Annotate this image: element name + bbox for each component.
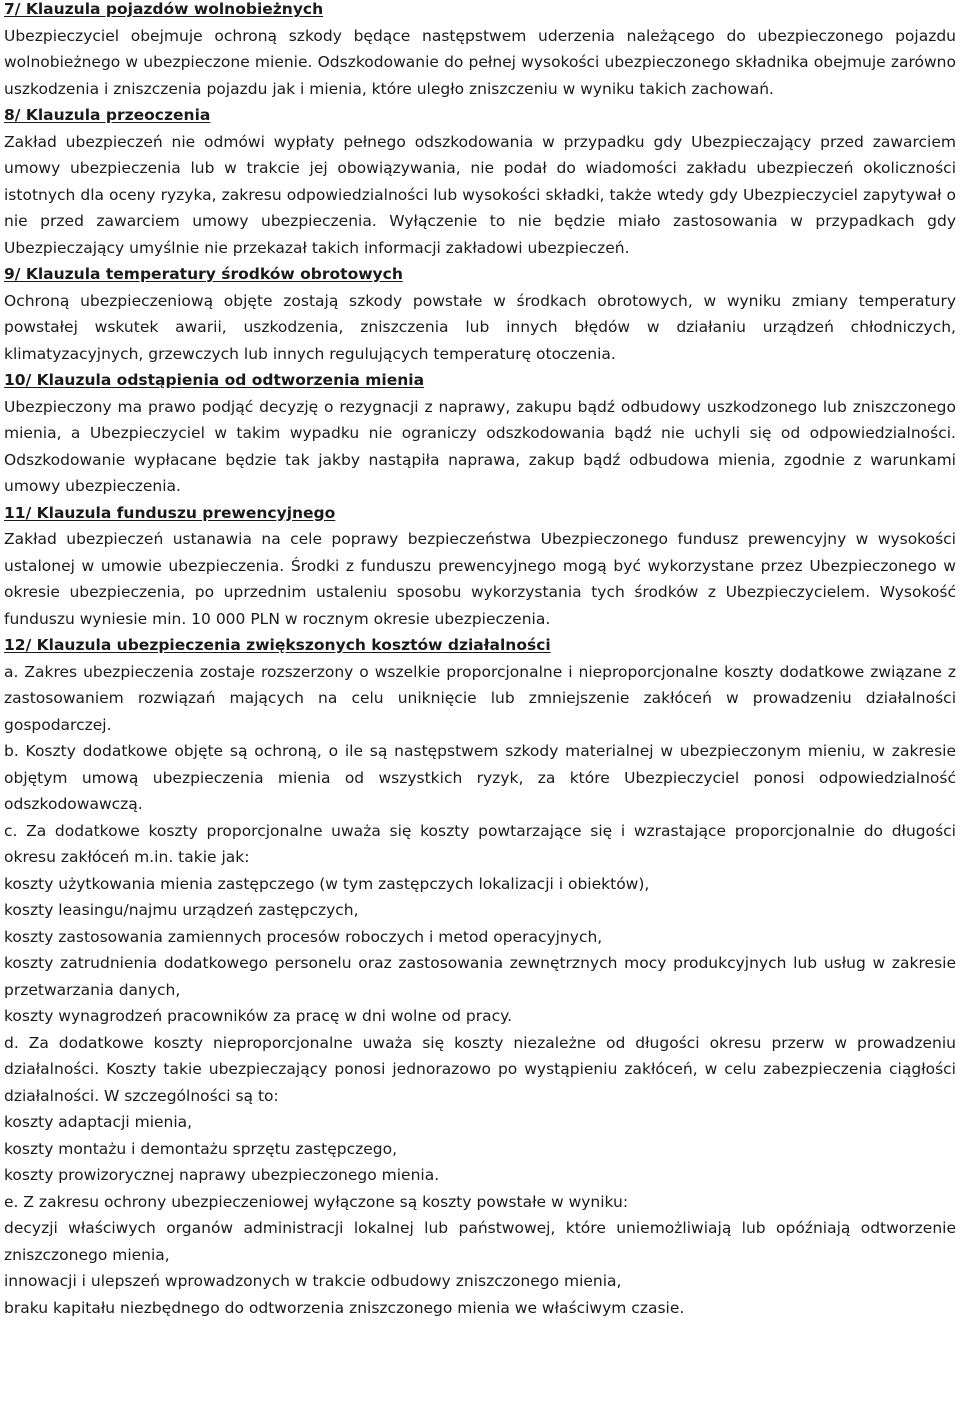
- list-item: innowacji i ulepszeń wprowadzonych w trakcie odbudowy zniszczonego mienia,: [4, 1272, 622, 1290]
- section-title: 7/ Klauzula pojazdów wolnobieżnych: [4, 0, 324, 18]
- paragraph-d: d. Za dodatkowe koszty nieproporcjonalne uważa się koszty niezależne od długości okresu przerw w prowadzeniu działalności. Koszty takie ubezpieczający ponosi jednorazowo po wystąpieniu zakłóceń, w celu zabezpieczenia ciągłości działalności. W szczególności są to:: [4, 1033, 956, 1105]
- paragraph: Ochroną ubezpieczeniową objęte zostają szkody powstałe w środkach obrotowych, w wyniku zmiany temperatury powstałej wskutek awarii, uszkodzenia, zniszczenia lub innych błędów w działaniu urządzeń chłodniczych, klimatyzacyjnych, grzewczych lub innych regulujących temperaturę otoczenia.: [4, 291, 956, 363]
- section-10: [4, 367, 956, 500]
- list-item: koszty użytkowania mienia zastępczego (w tym zastępczych lokalizacji i obiektów),: [4, 874, 650, 893]
- list-item: koszty leasingu/najmu urządzeń zastępczych,: [4, 901, 359, 919]
- paragraph: Zakład ubezpieczeń nie odmówi wypłaty pełnego odszkodowania w przypadku gdy Ubezpieczający przed zawarciem umowy ubezpieczenia lub w trakcie jej obowiązywania, nie podał do wiadomości zakładu ubezpieczeń okoliczności istotnych dla oceny ryzyka, zakresu odpowiedzialności lub wysokości składki, także wtedy gdy Ubezpieczyciel zapytywał o nie przed zawarciem umowy ubezpieczenia. Wyłączenie to nie będzie miało zastosowania w przypadkach gdy Ubezpieczający umyślnie nie przekazał takich informacji zakładowi ubezpieczeń.: [4, 132, 956, 257]
- list-item: koszty prowizorycznej naprawy ubezpieczonego mienia.: [4, 1166, 440, 1184]
- section-title: 8/ Klauzula przeoczenia: [4, 106, 211, 124]
- paragraph-c: c. Za dodatkowe koszty proporcjonalne uważa się koszty powtarzające się i wzrastające proporcjonalnie do długości okresu zakłóceń m.in. takie jak:: [4, 821, 956, 866]
- list-item: koszty zatrudnienia dodatkowego personelu oraz zastosowania zewnętrznych mocy produkcyjnych lub usług w zakresie przetwarzania danych,: [4, 954, 956, 999]
- section-title: 9/ Klauzula temperatury środków obrotowych: [4, 265, 403, 283]
- section-12: [4, 632, 956, 1321]
- section-8: [4, 102, 956, 261]
- list-item: decyzji właściwych organów administracji lokalnej lub państwowej, które uniemożliwiają lub opóźniają odtworzenie zniszczonego mienia,: [4, 1219, 956, 1264]
- list-item: koszty wynagrodzeń pracowników za pracę w dni wolne od pracy.: [4, 1007, 512, 1025]
- list-item: koszty montażu i demontażu sprzętu zastępczego,: [4, 1139, 398, 1158]
- section-title: 10/ Klauzula odstąpienia od odtworzenia mienia: [4, 371, 425, 389]
- list-item: braku kapitału niezbędnego do odtworzenia zniszczonego mienia we właściwym czasie.: [4, 1298, 685, 1317]
- section-7: [4, 0, 956, 102]
- section-9: [4, 261, 956, 367]
- paragraph: Ubezpieczyciel obejmuje ochroną szkody będące następstwem uderzenia należącego do ubezpieczonego pojazdu wolnobieżnego w ubezpieczone mienie. Odszkodowanie do pełnej wysokości ubezpieczonego składnika obejmuje zarówno uszkodzenia i zniszczenia pojazdu jak i mienia, które uległo zniszczeniu w wyniku takich zachowań.: [4, 26, 956, 98]
- section-title: 11/ Klauzula funduszu prewencyjnego: [4, 503, 336, 522]
- section-11: [4, 500, 956, 633]
- section-title: 12/ Klauzula ubezpieczenia zwiększonych kosztów działalności: [4, 636, 551, 654]
- list-item: koszty zastosowania zamiennych procesów roboczych i metod operacyjnych,: [4, 927, 603, 946]
- paragraph-a: a. Zakres ubezpieczenia zostaje rozszerzony o wszelkie proporcjonalne i nieproporcjonalne koszty dodatkowe związane z zastosowaniem rozwiązań mających na celu uniknięcie lub zmniejszenie zakłóceń w prowadzeniu działalności gospodarczej.: [4, 662, 956, 734]
- paragraph: Ubezpieczony ma prawo podjąć decyzję o rezygnacji z naprawy, zakupu bądź odbudowy uszkodzonego lub zniszczonego mienia, a Ubezpieczyciel w takim wypadku nie ograniczy odszkodowania bądź nie uchyli się od odpowiedzialności. Odszkodowanie wypłacane będzie tak jakby nastąpiła naprawa, zakup bądź odbudowa mienia, zgodnie z warunkami umowy ubezpieczenia.: [4, 397, 956, 495]
- paragraph: Zakład ubezpieczeń ustanawia na cele poprawy bezpieczeństwa Ubezpieczonego fundusz prewencyjny w wysokości ustalonej w umowie ubezpieczenia. Środki z funduszu prewencyjnego mogą być wykorzystane przez Ubezpieczonego w okresie ubezpieczenia, po uprzednim ustaleniu sposobu wykorzystania tych środków z Ubezpieczycielem. Wysokość funduszu wyniesie min. 10 000 PLN w rocznym okresie ubezpieczenia.: [4, 530, 956, 628]
- paragraph-b: b. Koszty dodatkowe objęte są ochroną, o ile są następstwem szkody materialnej w ubezpieczonym mieniu, w zakresie objętym umową ubezpieczenia mienia od wszystkich ryzyk, za które Ubezpieczyciel ponosi odpowiedzialność odszkodowawczą.: [4, 742, 956, 813]
- paragraph-e: e. Z zakresu ochrony ubezpieczeniowej wyłączone są koszty powstałe w wyniku:: [4, 1192, 629, 1211]
- list-item: koszty adaptacji mienia,: [4, 1113, 193, 1131]
